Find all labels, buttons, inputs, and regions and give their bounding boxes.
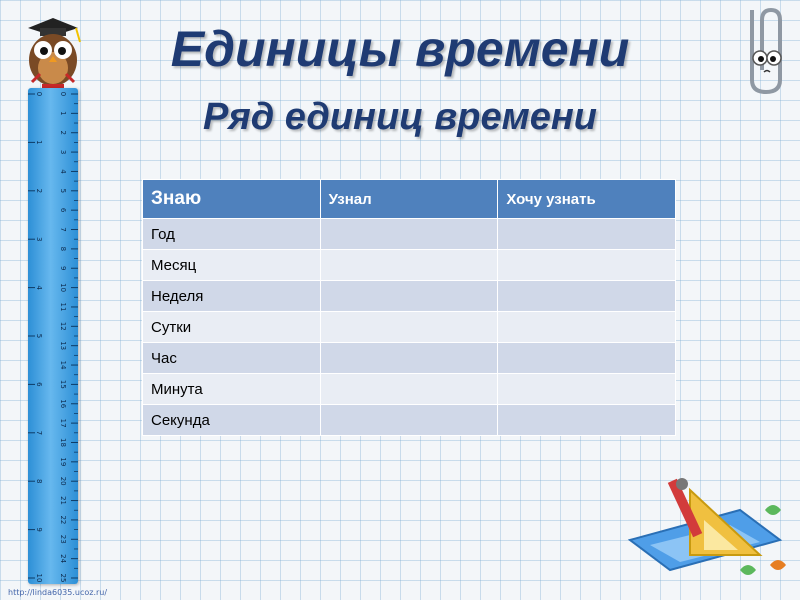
ruler-number: 4 <box>35 285 43 290</box>
ruler-number: 17 <box>59 418 67 428</box>
ruler-number: 4 <box>59 169 67 174</box>
slide-subtitle: Ряд единиц времени <box>202 96 598 138</box>
ruler-number: 21 <box>59 496 67 506</box>
table-cell-empty <box>320 405 498 436</box>
table-cell: Секунда <box>143 405 321 436</box>
ruler-number: 0 <box>59 91 67 97</box>
table-cell-empty <box>320 343 498 374</box>
slide-title: Единицы времени <box>170 21 630 77</box>
ruler-number: 24 <box>59 554 67 564</box>
table-cell-empty <box>320 219 498 250</box>
table-cell: Сутки <box>143 312 321 343</box>
ruler-number: 7 <box>35 430 43 436</box>
ruler-number: 6 <box>35 382 43 387</box>
table-row <box>143 281 676 312</box>
ruler-number: 0 <box>35 91 43 97</box>
ruler-number: 5 <box>59 188 67 194</box>
table-row <box>143 374 676 405</box>
ruler-number: 8 <box>59 246 67 252</box>
table-cell: Минута <box>143 374 321 405</box>
table-row <box>143 405 676 436</box>
ruler-number: 22 <box>59 515 67 525</box>
ruler-number: 20 <box>59 476 67 486</box>
ruler-number: 15 <box>59 379 67 389</box>
drawing-tools-icon <box>620 470 790 585</box>
table-cell-empty <box>320 312 498 343</box>
knowledge-table <box>142 179 676 436</box>
ruler-number: 7 <box>59 227 67 232</box>
table-cell: Год <box>143 219 321 250</box>
table-row <box>143 312 676 343</box>
table-cell: Месяц <box>143 250 321 281</box>
table-cell: Час <box>143 343 321 374</box>
table-row <box>143 343 676 374</box>
table-cell-empty <box>320 281 498 312</box>
ruler-number: 8 <box>35 478 43 484</box>
ruler-scale <box>28 88 78 584</box>
ruler-number: 1 <box>35 140 43 145</box>
header-know: Знаю <box>143 180 321 219</box>
ruler-number: 9 <box>59 266 67 271</box>
ruler-number: 18 <box>59 438 67 447</box>
ruler-number: 5 <box>35 333 43 339</box>
header-learned: Узнал <box>320 180 498 219</box>
ruler-number: 2 <box>59 130 67 135</box>
table-cell: Неделя <box>143 281 321 312</box>
table-header-row <box>143 180 676 219</box>
table-cell-empty <box>320 250 498 281</box>
ruler-number: 6 <box>59 207 67 213</box>
ruler-number: 23 <box>59 534 67 544</box>
table-cell-empty <box>498 405 676 436</box>
table-cell-empty <box>498 374 676 405</box>
table-cell-empty <box>498 312 676 343</box>
ruler-number: 16 <box>59 399 67 409</box>
ruler-number: 19 <box>59 457 67 467</box>
ruler-number: 10 <box>35 573 43 583</box>
ruler-number: 9 <box>35 527 43 532</box>
ruler-number: 25 <box>59 573 67 583</box>
ruler-number: 2 <box>35 188 43 194</box>
table-cell-empty <box>498 219 676 250</box>
ruler-number: 10 <box>59 283 67 293</box>
footer-url: http://linda6035.ucoz.ru/ <box>8 588 108 597</box>
paperclip-icon <box>738 0 794 95</box>
table-row <box>143 219 676 250</box>
ruler-number: 3 <box>59 149 67 155</box>
ruler-number: 3 <box>35 236 43 242</box>
table-cell-empty <box>498 343 676 374</box>
ruler-number: 12 <box>59 321 67 331</box>
ruler-number: 1 <box>59 111 67 116</box>
ruler-number: 14 <box>59 360 67 370</box>
table-cell-empty <box>498 250 676 281</box>
table-cell-empty <box>498 281 676 312</box>
header-want-to-know: Хочу узнать <box>498 180 676 219</box>
table-cell-empty <box>320 374 498 405</box>
ruler-number: 13 <box>59 341 67 351</box>
table-row <box>143 250 676 281</box>
ruler-number: 11 <box>59 302 67 312</box>
ruler-icon <box>28 88 78 584</box>
